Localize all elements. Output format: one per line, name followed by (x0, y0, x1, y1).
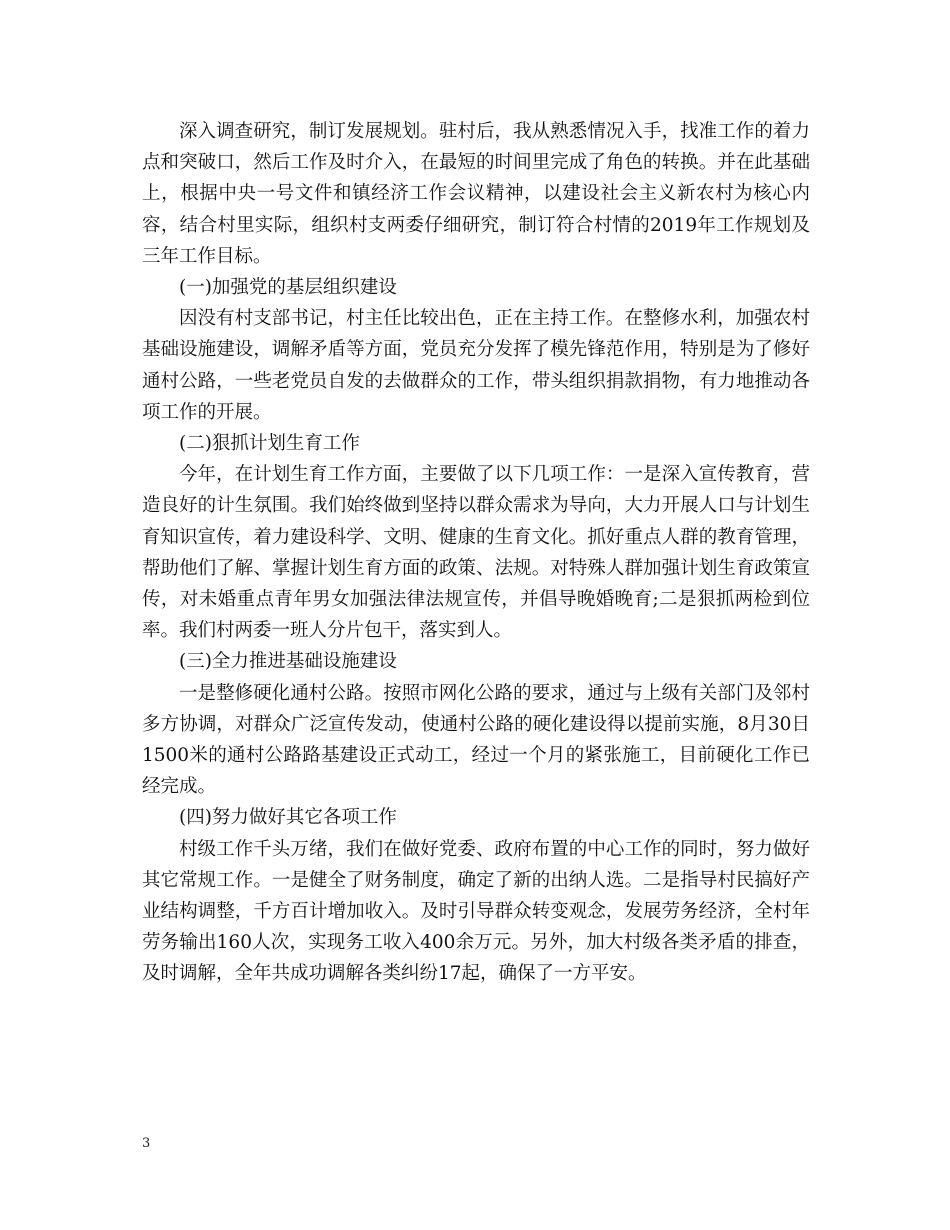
page-number: 3 (142, 1136, 151, 1151)
paragraph-infrastructure: 一是整修硬化通村公路。按照市网化公路的要求，通过与上级有关部门及邻村多方协调，对群众广泛宣传发动，使通村公路的硬化建设得以提前实施，8月30日1500米的通村公路路基建设正式动工，经过一个月的紧张施工，目前硬化工作已经完成。 (142, 682, 810, 798)
section-heading-party-building: (一)加强党的基层组织建设 (179, 277, 397, 299)
paragraph-party-building: 因没有村支部书记，村主任比较出色，正在主持工作。在整修水利，加强农村基础设施建设，调解矛盾等方面，党员充分发挥了模先锋范作用，特别是为了修好通村公路，一些老党员自发的去做群众的工作，带头组织捐款捐物，有力地推动各项工作的开展。 (142, 308, 810, 423)
document-body (142, 116, 810, 990)
paragraph-planning: 深入调查研究，制订发展规划。驻村后，我从熟悉情况入手，找准工作的着力点和突破口，然后工作及时介入，在最短的时间里完成了角色的转换。并在此基础上，根据中央一号文件和镇经济工作会议精神，以建设社会主义新农村为核心内容，结合村里实际，组织村支两委仔细研究，制订符合村情的2019年工作规划及三年工作目标。 (142, 121, 810, 267)
section-heading-infrastructure: (三)全力推进基础设施建设 (179, 651, 397, 673)
section-heading-other-work: (四)努力做好其它各项工作 (179, 807, 397, 829)
paragraph-family-planning: 今年，在计划生育工作方面，主要做了以下几项工作：一是深入宣传教育，营造良好的计生氛围。我们始终做到坚持以群众需求为导向，大力开展人口与计划生育知识宣传，着力建设科学、文明、健康的生育文化。抓好重点人群的教育管理，帮助他们了解、掌握计划生育方面的政策、法规。对特殊人群加强计划生育政策宣传，对未婚重点青年男女加强法律法规宣传，并倡导晚婚晚育;二是狠抓两检到位率。我们村两委一班人分片包干，落实到人。 (142, 464, 810, 642)
section-heading-family-planning: (二)狠抓计划生育工作 (179, 433, 360, 455)
paragraph-other-work: 村级工作千头万绪，我们在做好党委、政府布置的中心工作的同时，努力做好其它常规工作。一是健全了财务制度，确定了新的出纳人选。二是指导村民搞好产业结构调整，千方百计增加收入。及时引导群众转变观念，发展劳务经济，全村年劳务输出160人次，实现务工收入400余万元。另外，加大村级各类矛盾的排查，及时调解，全年共成功调解各类纠纷17起，确保了一方平安。 (142, 838, 810, 985)
